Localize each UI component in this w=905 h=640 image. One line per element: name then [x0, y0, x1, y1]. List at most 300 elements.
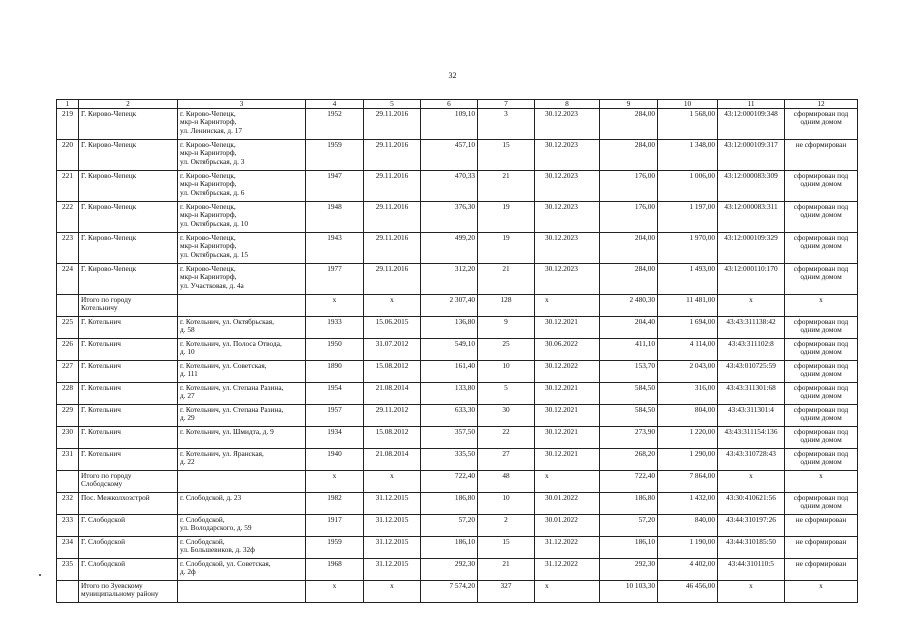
cell-col-7	[478, 537, 535, 559]
cell-line: ул. Октябрьская, д. 3	[180, 156, 245, 166]
cell-line: одним домом	[800, 179, 842, 189]
cell-line: ул. Володарского, д. 59	[180, 523, 252, 533]
table-row	[57, 339, 858, 361]
cell-text: 284,00	[634, 264, 655, 273]
table-row	[57, 405, 858, 427]
table-row	[57, 449, 858, 471]
cell-line: мкр-н Каринторф,	[180, 179, 237, 189]
cell-text: х	[819, 471, 823, 480]
cell-text: 327	[500, 581, 512, 590]
cell-col-3	[178, 109, 306, 140]
cell-text: 161,40	[454, 361, 475, 370]
cell-col-6	[421, 515, 478, 537]
cell-text: 2 043,00	[689, 361, 715, 370]
cell-col-11	[718, 471, 785, 493]
cell-line: г. Кирово-Чепецк,	[180, 171, 236, 180]
subtotal-row	[57, 295, 858, 317]
column-header-1: 1	[57, 100, 79, 109]
cell-text: Г. Кирово-Чепецк	[81, 264, 137, 273]
subtotal-row	[57, 471, 858, 493]
cell-col-2	[79, 233, 178, 264]
table-row	[57, 317, 858, 339]
cell-text: 186,80	[454, 493, 475, 502]
cell-line: ул. Октябрьская, д. 6	[180, 187, 245, 197]
cell-col-2	[79, 109, 178, 140]
cell-text: 30.12.2021	[545, 449, 578, 458]
cell-line: одним домом	[800, 325, 842, 335]
cell-col-1	[57, 427, 79, 449]
cell-line: сформирован под	[793, 339, 849, 348]
cell-text: 15.06.2015	[375, 317, 409, 326]
cell-text: 229	[62, 405, 73, 414]
cell-text: 30.01.2022	[545, 515, 578, 524]
cell-col-8	[535, 581, 600, 603]
table-row	[57, 233, 858, 264]
cell-col-11	[718, 493, 785, 515]
cell-text: 268,20	[634, 449, 655, 458]
cell-col-6	[421, 202, 478, 233]
cell-text: 30	[502, 405, 510, 414]
cell-text: 292,30	[634, 559, 655, 568]
cell-text: 43:43:311138:42	[726, 317, 776, 326]
cell-col-5	[364, 171, 421, 202]
cell-col-12	[785, 559, 858, 581]
cell-text: 21	[502, 559, 510, 568]
cell-col-3	[178, 471, 306, 493]
cell-text: 31.12.2015	[375, 537, 409, 546]
column-header-5: 5	[364, 100, 421, 109]
cell-text: 43:12:000083:309	[724, 171, 778, 180]
cell-col-4	[306, 471, 364, 493]
cell-col-8	[535, 233, 600, 264]
cell-text: 43:43:311154:136	[724, 427, 778, 436]
cell-text: Г. Кирово-Чепецк	[81, 202, 137, 211]
cell-text: х	[545, 581, 549, 590]
cell-col-10	[658, 202, 718, 233]
cell-text: 31.07.2012	[375, 339, 409, 348]
cell-col-12	[785, 493, 858, 515]
cell-line: г. Кирово-Чепецк,	[180, 140, 236, 149]
cell-line: д. 22	[180, 457, 195, 467]
cell-col-3	[178, 383, 306, 405]
cell-col-10	[658, 361, 718, 383]
cell-line: ул. Большевиков, д. 32ф	[180, 545, 255, 555]
cell-text: 584,50	[634, 383, 655, 392]
cell-col-4	[306, 537, 364, 559]
cell-col-5	[364, 295, 421, 317]
housing-table	[56, 99, 858, 603]
cell-text: 411,10	[635, 339, 655, 348]
cell-text: 1 970,00	[689, 233, 715, 242]
cell-col-8	[535, 405, 600, 427]
cell-text: Г. Котельнич	[81, 427, 121, 436]
cell-col-8	[535, 559, 600, 581]
cell-line: Котельничу	[81, 303, 118, 313]
cell-line: г. Котельнич, ул. Яранская,	[180, 449, 264, 458]
cell-text: 1 006,00	[689, 171, 715, 180]
cell-text: 470,33	[454, 171, 475, 180]
cell-col-1	[57, 449, 79, 471]
cell-line: одним домом	[800, 272, 842, 282]
cell-text: 1 694,00	[689, 317, 715, 326]
cell-col-11	[718, 581, 785, 603]
cell-col-4	[306, 405, 364, 427]
table-row	[57, 140, 858, 171]
cell-col-2	[79, 559, 178, 581]
cell-text: 234	[62, 537, 73, 546]
cell-text: 43:12:000109:348	[724, 109, 778, 118]
cell-col-8	[535, 264, 600, 295]
cell-col-1	[57, 383, 79, 405]
cell-col-4	[306, 383, 364, 405]
cell-line: ул. Ленинская, д. 17	[180, 125, 243, 135]
cell-line: Слободскому	[81, 479, 123, 489]
cell-col-9	[600, 171, 658, 202]
cell-col-7	[478, 171, 535, 202]
cell-col-1	[57, 559, 79, 581]
cell-col-8	[535, 515, 600, 537]
cell-text: 316,00	[694, 383, 715, 392]
cell-text: 284,00	[634, 140, 655, 149]
cell-col-8	[535, 361, 600, 383]
cell-col-4	[306, 317, 364, 339]
cell-col-7	[478, 202, 535, 233]
cell-line: мкр-н Каринторф,	[180, 117, 237, 127]
cell-col-6	[421, 405, 478, 427]
cell-col-3	[178, 559, 306, 581]
cell-text: 30.12.2023	[545, 202, 578, 211]
cell-line: д. 58	[180, 325, 195, 335]
cell-col-2	[79, 171, 178, 202]
cell-col-6	[421, 427, 478, 449]
cell-col-5	[364, 317, 421, 339]
cell-col-9	[600, 140, 658, 171]
column-header-8: 8	[535, 100, 600, 109]
cell-col-6	[421, 264, 478, 295]
cell-text: 1 493,00	[689, 264, 715, 273]
table-row	[57, 559, 858, 581]
cell-col-8	[535, 471, 600, 493]
cell-col-2	[79, 405, 178, 427]
cell-col-4	[306, 427, 364, 449]
cell-line: г. Слободской,	[180, 537, 225, 546]
cell-col-9	[600, 559, 658, 581]
cell-col-2	[79, 427, 178, 449]
cell-text: х	[819, 295, 823, 304]
cell-col-11	[718, 383, 785, 405]
table-row	[57, 383, 858, 405]
cell-text: 25	[502, 339, 510, 348]
cell-col-5	[364, 264, 421, 295]
cell-line: д. 29	[180, 413, 195, 423]
cell-col-5	[364, 339, 421, 361]
cell-col-5	[364, 383, 421, 405]
cell-text: 29.11.2016	[375, 109, 409, 118]
cell-col-9	[600, 493, 658, 515]
cell-text: Г. Кирово-Чепецк	[81, 109, 137, 118]
cell-text: х	[819, 581, 823, 590]
cell-text: 1 348,00	[689, 140, 715, 149]
cell-text: 21.08.2014	[375, 449, 409, 458]
cell-col-5	[364, 140, 421, 171]
cell-text: 1933	[327, 317, 342, 326]
cell-line: д. 111	[180, 369, 198, 379]
cell-line: не сформирован	[795, 559, 847, 568]
cell-text: 30.12.2021	[545, 317, 578, 326]
cell-col-7	[478, 361, 535, 383]
cell-col-8	[535, 339, 600, 361]
cell-col-1	[57, 317, 79, 339]
cell-line: муниципальному району	[81, 589, 159, 599]
cell-col-10	[658, 427, 718, 449]
cell-col-3	[178, 317, 306, 339]
cell-text: 43:12:000110:170	[724, 264, 778, 273]
cell-col-6	[421, 140, 478, 171]
cell-col-12	[785, 537, 858, 559]
cell-col-9	[600, 581, 658, 603]
cell-text: 1943	[327, 233, 342, 242]
cell-text: 29.11.2016	[375, 233, 409, 242]
cell-col-10	[658, 559, 718, 581]
cell-col-2	[79, 264, 178, 295]
cell-text: 204,00	[634, 233, 655, 242]
cell-col-4	[306, 449, 364, 471]
cell-col-10	[658, 493, 718, 515]
cell-col-9	[600, 471, 658, 493]
cell-col-7	[478, 383, 535, 405]
cell-col-10	[658, 581, 718, 603]
cell-text: Г. Котельнич	[81, 405, 121, 414]
cell-text: 225	[62, 317, 73, 326]
table-row	[57, 515, 858, 537]
cell-text: 15	[502, 140, 510, 149]
cell-text: 30.12.2021	[545, 383, 578, 392]
cell-line: сформирован под	[793, 264, 849, 273]
cell-col-9	[600, 383, 658, 405]
cell-text: 57,20	[638, 515, 655, 524]
cell-col-5	[364, 405, 421, 427]
cell-text: Г. Слободской	[81, 559, 126, 568]
cell-col-4	[306, 559, 364, 581]
cell-text: 57,20	[458, 515, 475, 524]
cell-text: 31.12.2015	[375, 515, 409, 524]
cell-col-11	[718, 140, 785, 171]
cell-col-1	[57, 109, 79, 140]
cell-text: 10 103,30	[625, 581, 655, 590]
cell-col-4	[306, 171, 364, 202]
cell-col-12	[785, 295, 858, 317]
cell-col-2	[79, 361, 178, 383]
cell-line: одним домом	[800, 241, 842, 251]
cell-text: Г. Котельнич	[81, 361, 121, 370]
cell-line: Итого по городу	[81, 471, 132, 480]
cell-col-8	[535, 383, 600, 405]
cell-text: 499,20	[454, 233, 475, 242]
cell-col-2	[79, 295, 178, 317]
cell-col-6	[421, 471, 478, 493]
cell-col-10	[658, 264, 718, 295]
cell-text: 233	[62, 515, 73, 524]
cell-text: 22	[502, 427, 510, 436]
cell-text: 284,00	[634, 109, 655, 118]
cell-col-2	[79, 515, 178, 537]
cell-text: Г. Котельнич	[81, 449, 121, 458]
cell-col-12	[785, 202, 858, 233]
cell-text: 29.11.2012	[375, 405, 409, 414]
cell-line: ул. Октябрьская, д. 10	[180, 218, 249, 228]
cell-col-3	[178, 581, 306, 603]
cell-col-2	[79, 140, 178, 171]
cell-col-4	[306, 493, 364, 515]
cell-text: 43:30:410621:56	[726, 493, 776, 502]
cell-text: 186,10	[634, 537, 655, 546]
cell-col-8	[535, 449, 600, 471]
cell-text: 4 114,00	[689, 339, 715, 348]
cell-text: 2 307,40	[449, 295, 475, 304]
cell-col-12	[785, 171, 858, 202]
cell-text: 136,80	[454, 317, 475, 326]
cell-line: г. Котельнич, ул. Степана Разина,	[180, 383, 284, 392]
cell-col-10	[658, 449, 718, 471]
cell-text: Г. Слободской	[81, 537, 126, 546]
cell-col-12	[785, 471, 858, 493]
cell-col-10	[658, 295, 718, 317]
cell-line: д. 2ф	[180, 567, 196, 577]
cell-col-6	[421, 559, 478, 581]
cell-text: 1948	[327, 202, 342, 211]
cell-col-7	[478, 493, 535, 515]
cell-text: 1959	[327, 537, 342, 546]
cell-line: одним домом	[800, 117, 842, 127]
cell-col-10	[658, 140, 718, 171]
cell-col-6	[421, 295, 478, 317]
table-row	[57, 427, 858, 449]
cell-text: 1950	[327, 339, 342, 348]
cell-col-3	[178, 339, 306, 361]
cell-col-1	[57, 405, 79, 427]
cell-text: 1 432,00	[689, 493, 715, 502]
cell-col-8	[535, 537, 600, 559]
cell-col-10	[658, 383, 718, 405]
cell-text: 9	[504, 317, 508, 326]
cell-line: одним домом	[800, 210, 842, 220]
cell-col-4	[306, 233, 364, 264]
cell-col-11	[718, 405, 785, 427]
table-row	[57, 109, 858, 140]
cell-text: 30.12.2021	[545, 405, 578, 414]
cell-text: 29.11.2016	[375, 264, 409, 273]
cell-text: 1 197,00	[689, 202, 715, 211]
cell-col-10	[658, 109, 718, 140]
cell-line: не сформирован	[795, 140, 847, 149]
cell-col-11	[718, 559, 785, 581]
cell-col-8	[535, 295, 600, 317]
cell-col-3	[178, 140, 306, 171]
cell-text: х	[332, 471, 337, 480]
cell-col-1	[57, 202, 79, 233]
cell-text: 11 481,00	[686, 295, 715, 304]
cell-text: 223	[62, 233, 73, 242]
cell-text: 31.12.2015	[375, 559, 409, 568]
cell-text: 335,50	[454, 449, 475, 458]
cell-col-1	[57, 295, 79, 317]
cell-col-4	[306, 581, 364, 603]
cell-col-11	[718, 202, 785, 233]
cell-text: 457,10	[454, 140, 475, 149]
cell-col-12	[785, 449, 858, 471]
cell-text: 21.08.2014	[375, 383, 409, 392]
cell-col-7	[478, 581, 535, 603]
cell-line: г. Котельнич, ул. Советская,	[180, 361, 267, 370]
cell-text: 31.12.2022	[545, 537, 578, 546]
cell-line: ул. Участковая, д. 4а	[180, 280, 244, 290]
cell-text: 109,10	[454, 109, 475, 118]
cell-text: 227	[62, 361, 73, 370]
cell-col-1	[57, 515, 79, 537]
cell-line: Итого по Зуевскому	[81, 581, 143, 590]
cell-text: 312,20	[454, 264, 475, 273]
cell-text: 43:44:310185:50	[726, 537, 776, 546]
cell-line: одним домом	[800, 347, 842, 357]
cell-text: 1934	[327, 427, 342, 436]
cell-line: сформирован под	[793, 109, 849, 118]
cell-text: 840,00	[694, 515, 715, 524]
cell-col-11	[718, 317, 785, 339]
cell-text: Г. Котельнич	[81, 339, 121, 348]
cell-text: 222	[62, 202, 73, 211]
cell-col-1	[57, 471, 79, 493]
table-row	[57, 361, 858, 383]
cell-line: сформирован под	[793, 383, 849, 392]
cell-text: 15	[502, 537, 510, 546]
cell-col-9	[600, 202, 658, 233]
cell-line: сформирован под	[793, 427, 849, 436]
cell-text: 31.12.2015	[375, 493, 409, 502]
cell-text: 21	[502, 171, 510, 180]
cell-line: ул. Октябрьская, д. 15	[180, 249, 249, 259]
cell-col-9	[600, 537, 658, 559]
cell-col-2	[79, 317, 178, 339]
cell-col-6	[421, 233, 478, 264]
cell-col-12	[785, 427, 858, 449]
cell-col-12	[785, 405, 858, 427]
cell-col-6	[421, 339, 478, 361]
cell-col-6	[421, 361, 478, 383]
cell-col-9	[600, 295, 658, 317]
cell-text: 43:12:000109:317	[724, 140, 778, 149]
cell-text: Г. Котельнич	[81, 317, 121, 326]
cell-col-11	[718, 537, 785, 559]
cell-text: 2 480,30	[629, 295, 655, 304]
cell-col-1	[57, 233, 79, 264]
cell-text: 10	[502, 361, 510, 370]
cell-col-11	[718, 427, 785, 449]
cell-col-2	[79, 581, 178, 603]
cell-col-3	[178, 202, 306, 233]
cell-text: 128	[500, 295, 512, 304]
cell-col-1	[57, 493, 79, 515]
cell-col-1	[57, 581, 79, 603]
cell-text: 43:12:000109:329	[724, 233, 778, 242]
column-header-9: 9	[600, 100, 658, 109]
cell-col-12	[785, 140, 858, 171]
cell-text: 1947	[327, 171, 342, 180]
cell-line: г. Слободской,	[180, 515, 225, 524]
cell-col-4	[306, 264, 364, 295]
cell-col-11	[718, 295, 785, 317]
page-number: 32	[448, 71, 457, 80]
cell-line: мкр-н Каринторф,	[180, 272, 237, 282]
